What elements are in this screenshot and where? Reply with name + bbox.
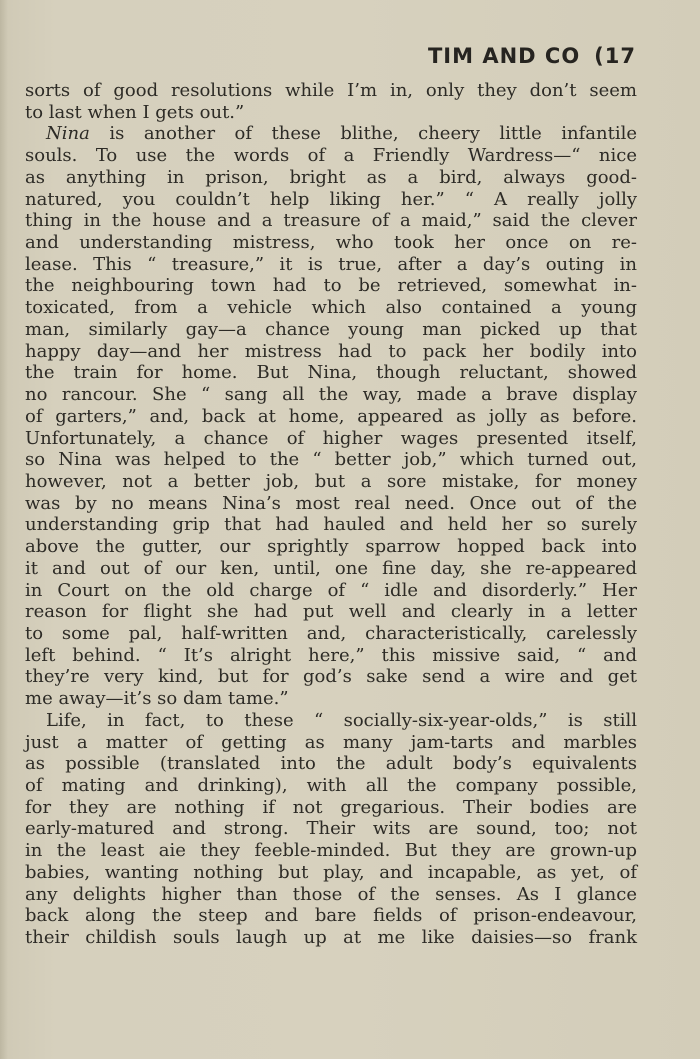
text-line	[25, 210, 637, 232]
text-line	[25, 884, 637, 906]
line-text: just a matter of getting as many jam-tarts and marbles	[25, 731, 637, 753]
text-line	[25, 362, 637, 384]
line-text: however, not a better job, but a sore mistake, for money	[25, 470, 637, 492]
text-line	[25, 905, 637, 927]
text-line	[25, 666, 637, 688]
text-line	[25, 645, 637, 667]
line-text: they’re very kind, but for god’s sake send a wire and get	[25, 666, 637, 688]
text-line	[25, 123, 637, 145]
line-text: toxicated, from a vehicle which also contained a young	[25, 297, 637, 319]
text-line	[25, 818, 637, 840]
text-line	[25, 189, 637, 211]
text-line	[25, 384, 637, 406]
line-text: their childish souls laugh up at me like daisies—so frank	[25, 927, 637, 949]
line-text: as anything in prison, bright as a bird, always good-	[25, 166, 637, 188]
text-line	[25, 275, 637, 297]
line-text: to last when I gets out.”	[25, 101, 245, 123]
text-line	[25, 297, 637, 319]
text-line	[25, 862, 637, 884]
line-text: souls. To use the words of a Friendly Wardress—“ nice	[25, 145, 637, 167]
text-line	[25, 710, 637, 732]
line-text: of mating and drinking), with all the company possible,	[25, 775, 637, 796]
text-line	[25, 732, 637, 754]
line-text: back along the steep and bare fields of prison-endeavour,	[25, 905, 637, 927]
line-text: any delights higher than those of the senses. As I glance	[25, 883, 637, 905]
text-line	[25, 319, 637, 341]
line-text: to some pal, half-written and, characteristically, carelessly	[25, 622, 637, 644]
text-line	[25, 341, 637, 363]
text-line	[25, 471, 637, 493]
line-text: of garters,” and, back at home, appeared as jolly as before.	[25, 405, 637, 427]
line-text: happy day—and her mistress had to pack her bodily into	[25, 340, 637, 362]
body-text	[25, 80, 637, 949]
text-line	[25, 449, 637, 471]
text-line	[25, 753, 637, 775]
line-text: is another of these blithe, cheery little infantile	[89, 123, 637, 145]
line-text: Life, in fact, to these “ socially-six-year-olds,” is still	[46, 709, 637, 731]
text-line	[25, 601, 637, 623]
line-text: man, similarly gay—a chance young man picked up that	[25, 318, 637, 340]
line-text: the neighbouring town had to be retrieved, somewhat in-	[25, 275, 637, 297]
text-line	[25, 688, 637, 710]
line-text: reason for flight she had put well and clearly in a letter	[25, 601, 637, 623]
line-text: as possible (translated into the adult body’s equivalents	[25, 753, 637, 775]
text-line	[25, 80, 637, 102]
line-text: no rancour. She “ sang all the way, made a brave display	[25, 384, 637, 406]
line-text: so Nina was helped to the “ better job,” which turned out,	[25, 449, 637, 471]
line-text: left behind. “ It’s alright here,” this missive said, “ and	[25, 644, 637, 666]
line-text: sorts of good resolutions while I’m in, only they don’t seem	[25, 80, 637, 101]
line-text: in Court on the old charge of “ idle and disorderly.” Her	[25, 579, 637, 601]
text-line	[25, 406, 637, 428]
text-line	[25, 102, 637, 124]
line-text: lease. This “ treasure,” it is true, after a day’s outing in	[25, 253, 637, 275]
text-line	[25, 536, 637, 558]
text-line	[25, 232, 637, 254]
line-text: for they are nothing if not gregarious. Their bodies are	[25, 796, 637, 818]
line-text: it and out of our ken, until, one fine day, she re-appeared	[25, 557, 637, 579]
line-text: and understanding mistress, who took her once on re-	[25, 232, 637, 254]
line-text: thing in the house and a treasure of a maid,” said the clever	[25, 210, 637, 232]
text-line	[25, 167, 637, 189]
line-text: natured, you couldn’t help liking her.” “ A really jolly	[25, 188, 637, 210]
text-line	[25, 580, 637, 602]
line-text: understanding grip that had hauled and held her so surely	[25, 514, 637, 536]
line-text: me away—it’s so dam tame.”	[25, 688, 289, 710]
text-line	[25, 927, 637, 949]
text-line	[25, 623, 637, 645]
text-line	[25, 558, 637, 580]
line-text: early-matured and strong. Their wits are sound, too; not	[25, 818, 637, 840]
text-line	[25, 145, 637, 167]
text-line	[25, 493, 637, 515]
running-header	[428, 44, 636, 68]
text-line	[25, 775, 637, 797]
binding-shadow	[0, 0, 8, 1059]
line-text: was by no means Nina’s most real need. Once out of the	[25, 492, 637, 514]
text-line	[25, 254, 637, 276]
text-line	[25, 428, 637, 450]
page-number: (17	[594, 44, 636, 68]
text-line	[25, 514, 637, 536]
line-text: babies, wanting nothing but play, and incapable, as yet, of	[25, 861, 637, 883]
text-line	[25, 797, 637, 819]
running-title: TIM AND CO	[427, 44, 581, 68]
text-line	[25, 840, 637, 862]
line-text: above the gutter, our sprightly sparrow hopped back into	[25, 536, 637, 558]
italic-name: Nina	[46, 123, 90, 145]
line-text: in the least aie they feeble-minded. But they are grown-up	[25, 840, 637, 862]
line-text: Unfortunately, a chance of higher wages presented itself,	[25, 427, 637, 449]
line-text: the train for home. But Nina, though reluctant, showed	[25, 362, 637, 384]
